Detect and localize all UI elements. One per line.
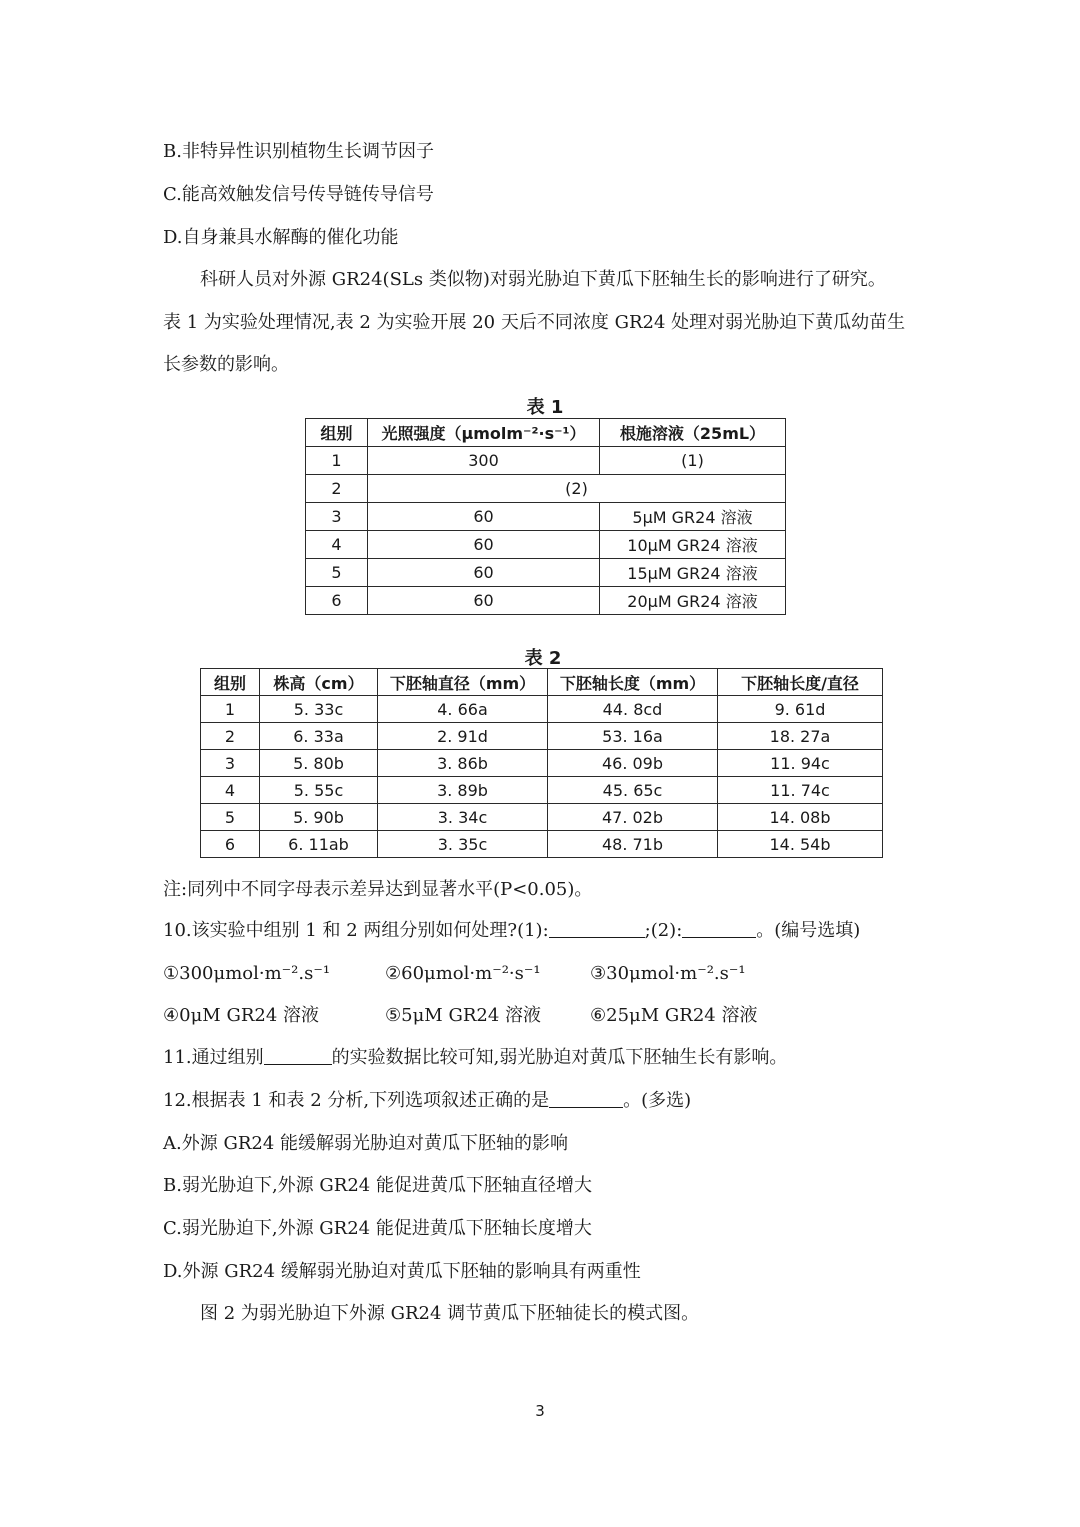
intro-line-2: 表 1 为实验处理情况,表 2 为实验开展 20 天后不同浓度 GR24 处理对弱光胁迫下黄瓜幼苗生: [163, 312, 906, 333]
table1-header-row: [306, 419, 786, 447]
table2-cell: 11. 94c: [718, 750, 883, 777]
table2-cell: 3. 86b: [378, 750, 548, 777]
figure-intro: 图 2 为弱光胁迫下外源 GR24 调节黄瓜下胚轴徒长的模式图。: [200, 1303, 700, 1324]
table-row: [306, 531, 786, 559]
table2-caption: 表 2: [524, 648, 562, 669]
table-row: [306, 587, 786, 615]
q11-blank[interactable]: [264, 1046, 332, 1065]
table-row: [201, 831, 883, 858]
table2-cell: 5. 90b: [260, 804, 378, 831]
table2-cell: 14. 08b: [718, 804, 883, 831]
table2-cell: 46. 09b: [548, 750, 718, 777]
question-10: [163, 918, 860, 944]
option-b: B.非特异性识别植物生长调节因子: [163, 141, 434, 162]
q12-suffix: 。(多选): [623, 1090, 692, 1111]
option-d: D.自身兼具水解酶的催化功能: [163, 227, 399, 248]
table-note: 注:同列中不同字母表示差异达到显著水平(P<0.05)。: [163, 879, 593, 900]
table2-cell: 6. 33a: [260, 723, 378, 750]
table-row: [201, 777, 883, 804]
q10-option: ②60μmol·m⁻²·s⁻¹: [385, 963, 541, 984]
table2-cell: 5. 33c: [260, 696, 378, 723]
table-row: [201, 804, 883, 831]
table2-cell: 2: [201, 723, 260, 750]
q12-option-b: B.弱光胁迫下,外源 GR24 能促进黄瓜下胚轴直径增大: [163, 1175, 592, 1196]
table1-cell: 5μM GR24 溶液: [600, 503, 786, 531]
table1-cell: 60: [368, 503, 600, 531]
q10-option: ③30μmol·m⁻².s⁻¹: [590, 963, 746, 984]
table2-cell: 3. 34c: [378, 804, 548, 831]
table1-cell: 6: [306, 587, 368, 615]
table1-cell: 15μM GR24 溶液: [600, 559, 786, 587]
table2-header-cell: 株高（cm）: [260, 669, 378, 696]
question-12: [163, 1088, 691, 1114]
q10-prefix: 10.该实验中组别 1 和 2 两组分别如何处理?(1):: [163, 920, 549, 941]
table1-cell: 1: [306, 447, 368, 475]
table1-header-cell: 根施溶液（25mL）: [600, 419, 786, 447]
q12-blank[interactable]: [549, 1089, 623, 1108]
q10-option: ①300μmol·m⁻².s⁻¹: [163, 963, 331, 984]
table1-header-cell: 组别: [306, 419, 368, 447]
table2-cell: 3: [201, 750, 260, 777]
table-row: [201, 696, 883, 723]
table2-header-cell: 下胚轴长度（mm）: [548, 669, 718, 696]
table1-cell: 60: [368, 531, 600, 559]
table2-cell: 48. 71b: [548, 831, 718, 858]
q12-option-d: D.外源 GR24 缓解弱光胁迫对黄瓜下胚轴的影响具有两重性: [163, 1261, 641, 1282]
q10-option: ⑥25μM GR24 溶液: [590, 1005, 758, 1026]
table-row: [306, 475, 786, 503]
table1-cell: 60: [368, 587, 600, 615]
table1-cell: 60: [368, 559, 600, 587]
q10-option: ⑤5μM GR24 溶液: [385, 1005, 541, 1026]
q10-mid: ;(2):: [644, 920, 683, 941]
table2-cell: 47. 02b: [548, 804, 718, 831]
table2-cell: 4. 66a: [378, 696, 548, 723]
q10-option: ④0μM GR24 溶液: [163, 1005, 319, 1026]
table-row: [201, 750, 883, 777]
q12-option-a: A.外源 GR24 能缓解弱光胁迫对黄瓜下胚轴的影响: [163, 1133, 568, 1154]
table1-cell: 5: [306, 559, 368, 587]
table-row: [306, 503, 786, 531]
table2-cell: 5: [201, 804, 260, 831]
table2-cell: 11. 74c: [718, 777, 883, 804]
table-row: [201, 723, 883, 750]
q12-prefix: 12.根据表 1 和表 2 分析,下列选项叙述正确的是: [163, 1090, 550, 1111]
intro-line-1: 科研人员对外源 GR24(SLs 类似物)对弱光胁迫下黄瓜下胚轴生长的影响进行了研究。: [200, 269, 886, 290]
option-c: C.能高效触发信号传导链传导信号: [163, 184, 434, 205]
table2-cell: 45. 65c: [548, 777, 718, 804]
table2-cell: 53. 16a: [548, 723, 718, 750]
table2-header-cell: 组别: [201, 669, 260, 696]
intro-line-3: 长参数的影响。: [163, 354, 289, 375]
q11-suffix: 的实验数据比较可知,弱光胁迫对黄瓜下胚轴生长有影响。: [331, 1047, 788, 1068]
table1-cell: 300: [368, 447, 600, 475]
table1-header-cell: 光照强度（μmolm⁻²·s⁻¹）: [368, 419, 600, 447]
q10-options-row-2: [163, 1003, 757, 1029]
table1-cell: 2: [306, 475, 368, 503]
table2-cell: 6: [201, 831, 260, 858]
table2-cell: 3. 89b: [378, 777, 548, 804]
question-11: [163, 1045, 787, 1071]
table1-cell: 10μM GR24 溶液: [600, 531, 786, 559]
table2-cell: 1: [201, 696, 260, 723]
table-row: [306, 447, 786, 475]
q10-blank-1[interactable]: [549, 919, 645, 938]
table1-cell: (2): [368, 475, 786, 503]
table1-cell: 4: [306, 531, 368, 559]
table2-cell: 4: [201, 777, 260, 804]
table2-cell: 3. 35c: [378, 831, 548, 858]
q10-options-row-1: [163, 961, 746, 987]
table1-cell: 3: [306, 503, 368, 531]
table1-cell: (1): [600, 447, 786, 475]
table2-cell: 44. 8cd: [548, 696, 718, 723]
q10-suffix: 。(编号选填): [756, 920, 861, 941]
table2: [200, 668, 883, 858]
q11-prefix: 11.通过组别: [163, 1047, 264, 1068]
page-number: 3: [535, 1402, 545, 1420]
table2-cell: 5. 80b: [260, 750, 378, 777]
table2-cell: 18. 27a: [718, 723, 883, 750]
table2-header-cell: 下胚轴长度/直径: [718, 669, 883, 696]
table1-caption: 表 1: [526, 397, 564, 418]
table2-cell: 2. 91d: [378, 723, 548, 750]
table2-cell: 5. 55c: [260, 777, 378, 804]
q10-blank-2[interactable]: [682, 919, 756, 938]
table1: [305, 418, 786, 615]
table2-cell: 6. 11ab: [260, 831, 378, 858]
table2-header-row: [201, 669, 883, 696]
table2-cell: 9. 61d: [718, 696, 883, 723]
table2-header-cell: 下胚轴直径（mm）: [378, 669, 548, 696]
table1-cell: 20μM GR24 溶液: [600, 587, 786, 615]
table2-cell: 14. 54b: [718, 831, 883, 858]
table-row: [306, 559, 786, 587]
q12-option-c: C.弱光胁迫下,外源 GR24 能促进黄瓜下胚轴长度增大: [163, 1218, 592, 1239]
